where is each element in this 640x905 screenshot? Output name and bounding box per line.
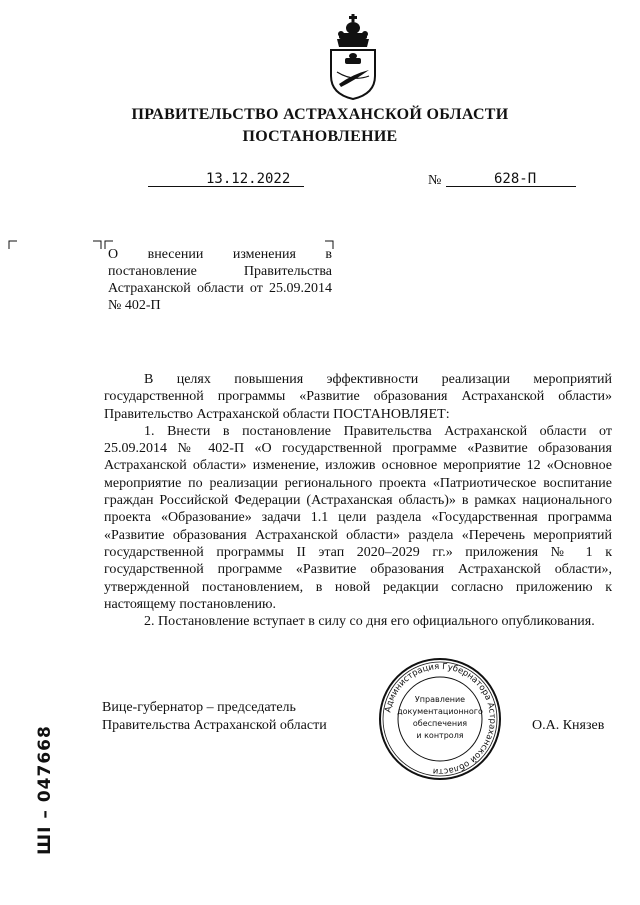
document-subject: О внесении изменения в постановление Правительства Астраханской области от 25.09.2014 № 402-П: [108, 247, 332, 313]
document-body: [104, 371, 612, 630]
government-heading: ПРАВИТЕЛЬСТВО АСТРАХАНСКОЙ ОБЛАСТИ: [131, 106, 509, 123]
number-sign: №: [428, 173, 442, 188]
serial-number: ШI – 047668: [35, 725, 55, 855]
document-number: 628-П: [494, 171, 537, 187]
signatory-title-line-1: Вице-губернатор – председатель: [102, 700, 296, 715]
body-item-1: 1. Внести в постановление Правительства Астраханской области от 25.09.2014 № 402-П «О государственной программе «Развитие образования Астраханской области» изменение, изложив основное мероприятие 12 «Основное мероприятие по реализации регионального проекта «Патриотическое воспитание граждан Российской Федерации (Астраханская область)» в рамках национального проекта «Образование» задачи 1.1 цели раздела «Государственная программа «Развитие образования Астраханской области» раздела «Перечень мероприятий государственной программы II этап 2020–2029 гг.» приложения № 1 к государственной программе «Развитие образования Астраханской области», утвержденной постановлением, в новой редакции согласно приложению к настоящему постановлению.: [104, 423, 612, 612]
corner-bracket-left: [8, 240, 18, 250]
document-date: 13.12.2022: [206, 171, 291, 187]
official-seal: [377, 656, 503, 782]
signatory-title-line-2: Правительства Астраханской области: [102, 717, 327, 733]
seal-outer-text: Администрация Губернатора Астраханской области: [383, 661, 498, 777]
seal-line-1: Управление: [414, 695, 466, 704]
coat-of-arms-emblem: [325, 14, 381, 100]
seal-line-2: документационного: [397, 707, 483, 716]
document-type-heading: ПОСТАНОВЛЕНИЕ: [242, 128, 398, 145]
signatory-name: О.А. Князев: [532, 718, 605, 733]
signatory-title: [102, 699, 362, 734]
body-intro: В целях повышения эффективности реализации мероприятий государственной программы «Развитие образования Астраханской области» Правительство Астраханской области ПОСТАНОВЛЯЕТ:: [104, 372, 612, 422]
seal-line-3: обеспечения: [412, 719, 468, 728]
seal-line-4: и контроля: [416, 731, 464, 740]
body-item-2: 2. Постановление вступает в силу со дня его официального опубликования.: [144, 614, 595, 630]
